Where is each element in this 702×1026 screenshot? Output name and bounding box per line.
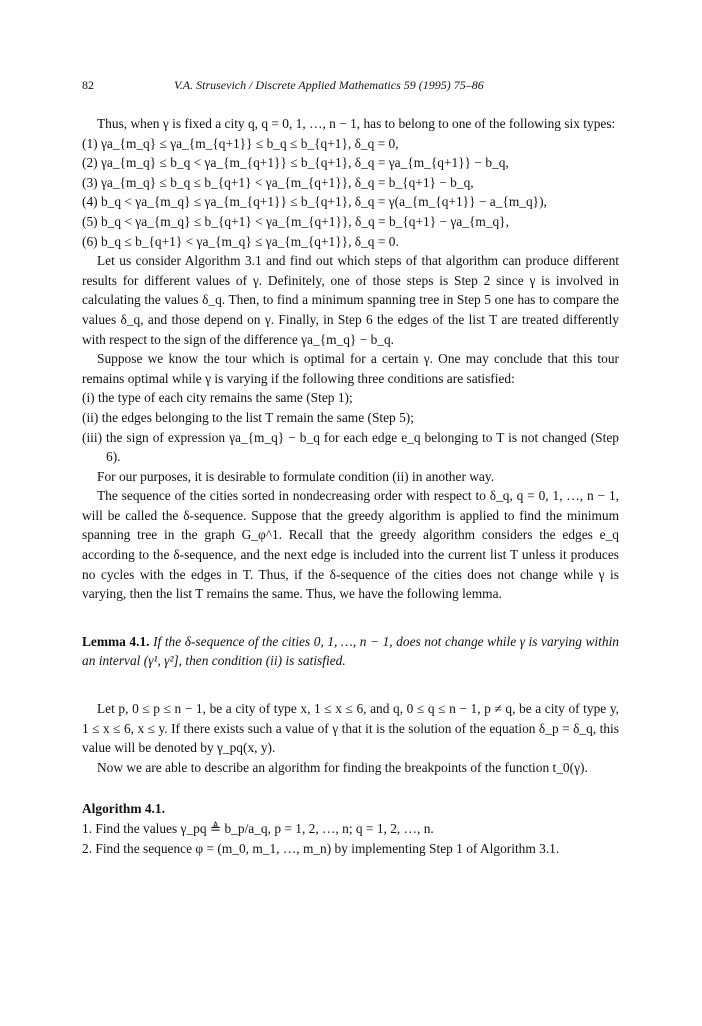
lemma-label: Lemma 4.1. — [82, 633, 150, 649]
algorithm-title: Algorithm 4.1. — [82, 801, 165, 817]
city-type-3: (3) γa_{m_q} ≤ b_q ≤ b_{q+1} < γa_{m_{q+1}}, δ_q = b_{q+1} − b_q, — [82, 174, 474, 190]
paragraph-gamma-pq: Let p, 0 ≤ p ≤ n − 1, be a city of type x, 1 ≤ x ≤ 6, and q, 0 ≤ q ≤ n − 1, p ≠ q, be a city of type y, 1 ≤ x ≤ 6, x ≤ y. If there exists such a value of γ that it is the solution of the equation δ_p = δ_q, this value will be denoted by γ_pq(x, y). — [82, 701, 619, 756]
page-header — [82, 78, 624, 96]
lemma-text: If the δ-sequence of the cities 0, 1, …, n − 1, does not change while γ is varying within an interval (γ¹, γ²], then condition (ii) is satisfied. — [82, 633, 619, 669]
lemma-4-1 — [82, 632, 619, 671]
paragraph-reformulate: For our purposes, it is desirable to formulate condition (ii) in another way. — [97, 468, 495, 484]
conditions-list — [82, 388, 619, 466]
paragraph-conditions-intro: Suppose we know the tour which is optimal for a certain γ. One may conclude that this tour remains optimal while γ is varying if the following three conditions are satisfied: — [82, 351, 619, 386]
city-type-4: (4) b_q < γa_{m_q} ≤ γa_{m_{q+1}} ≤ b_{q+1}, δ_q = γ(a_{m_{q+1}} − a_{m_q}), — [82, 194, 547, 210]
condition-iii: (iii) the sign of expression γa_{m_q} − b_q for each edge e_q belonging to T is not changed (Step 6). — [82, 429, 619, 465]
condition-i: (i) the type of each city remains the same (Step 1); — [82, 390, 353, 406]
paragraph-breakpoints: Now we are able to describe an algorithm for finding the breakpoints of the function t_0(γ). — [97, 759, 588, 775]
algorithm-step-2: 2. Find the sequence φ = (m_0, m_1, …, m_n) by implementing Step 1 of Algorithm 3.1. — [82, 840, 560, 856]
paragraph-types-intro: Thus, when γ is fixed a city q, q = 0, 1, …, n − 1, has to belong to one of the following six types: — [97, 116, 616, 131]
paragraph-algorithm-steps: Let us consider Algorithm 3.1 and find out which steps of that algorithm can produce different results for different values of γ. Definitely, one of those steps is Step 2 since γ is involved in calculating the values δ_q. Then, to find a minimum spanning tree in Step 5 one has to compare the values δ_q, and those depend on γ. Finally, in Step 6 the edges of the list T are treated differently with respect to the sign of the difference γa_{m_q} − b_q. — [82, 253, 619, 347]
city-type-6: (6) b_q ≤ b_{q+1} < γa_{m_q} ≤ γa_{m_{q+1}}, δ_q = 0. — [82, 233, 399, 249]
body-text — [82, 114, 619, 858]
paragraph-delta-sequence: The sequence of the cities sorted in nondecreasing order with respect to δ_q, q = 0, 1, …, n − 1, will be called the δ-sequence. Suppose that the greedy algorithm is applied to find the minimum spanning tree in the graph G_φ^1. Recall that the greedy algorithm considers the edges e_q according to the δ-sequence, and the next edge is included into the current list T unless it produces no cycles with the edges in T. Thus, if the δ-sequence of the cities does not change while γ is varying, then the list T remains the same. Thus, we have the following lemma. — [82, 488, 619, 602]
city-type-list — [82, 134, 619, 252]
page-number: 82 — [82, 78, 94, 92]
running-title: V.A. Strusevich / Discrete Applied Mathematics 59 (1995) 75–86 — [174, 78, 484, 92]
city-type-5: (5) b_q < γa_{m_q} ≤ b_{q+1} < γa_{m_{q+1}}, δ_q = b_{q+1} − γa_{m_q}, — [82, 213, 509, 229]
condition-ii: (ii) the edges belonging to the list T remain the same (Step 5); — [82, 409, 414, 425]
city-type-1: (1) γa_{m_q} ≤ γa_{m_{q+1}} ≤ b_q ≤ b_{q+1}, δ_q = 0, — [82, 135, 399, 151]
city-type-2: (2) γa_{m_q} ≤ b_q < γa_{m_{q+1}} ≤ b_{q+1}, δ_q = γa_{m_{q+1}} − b_q, — [82, 155, 509, 171]
algorithm-step-1: 1. Find the values γ_pq ≜ b_p/a_q, p = 1, 2, …, n; q = 1, 2, …, n. — [82, 821, 434, 836]
